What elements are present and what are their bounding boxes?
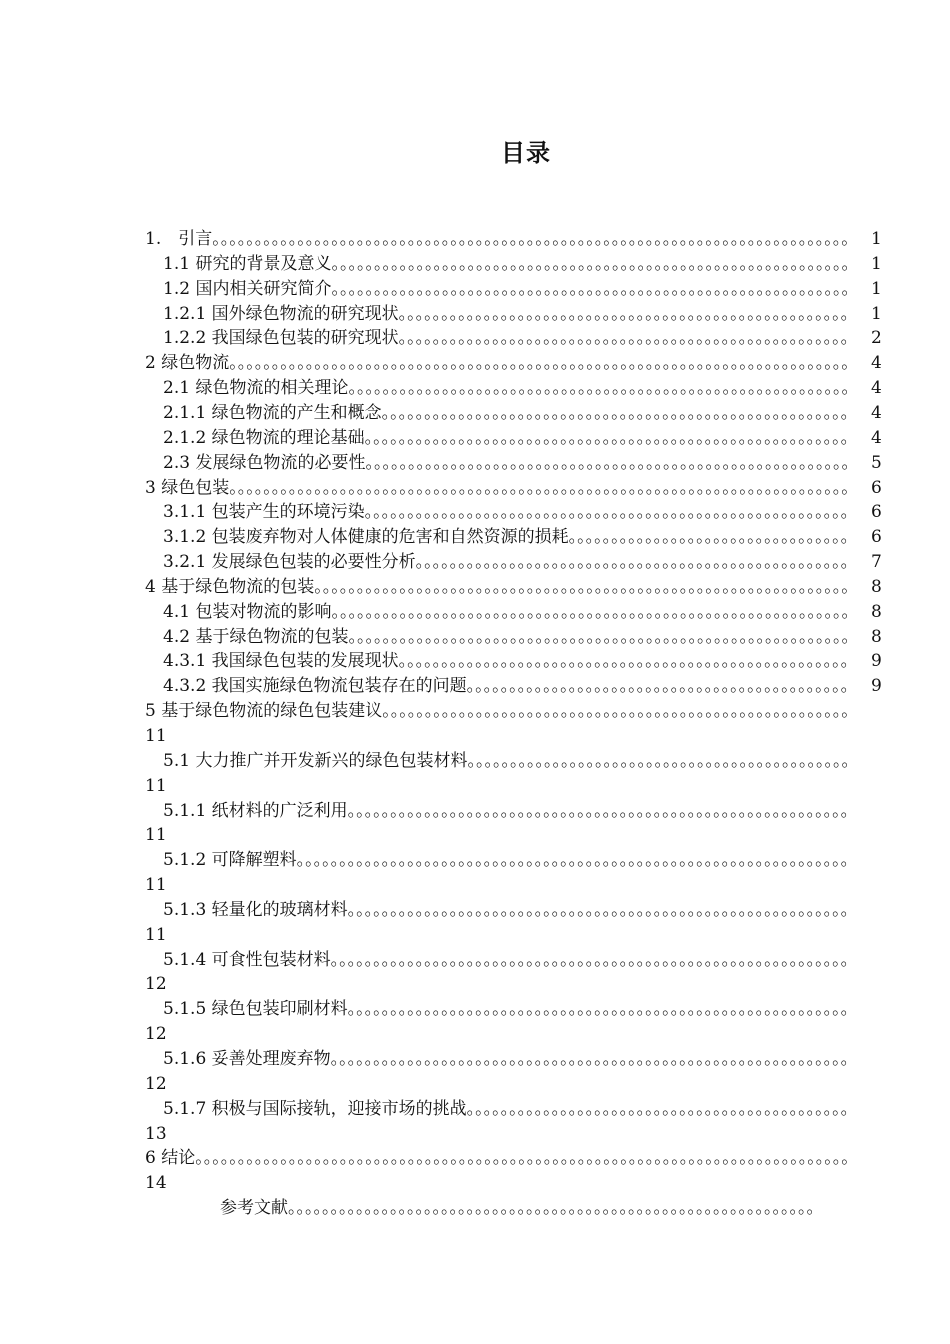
toc-page-number: 11	[145, 875, 167, 896]
toc-leader-dots: 。。。。。。。。。。。。。。。。。。。。。。。。。。。。。。。。。。。。。。。。。。。。。	[466, 1098, 858, 1119]
toc-entry-label: 1.2.2 我国绿色包装的研究现状	[163, 328, 399, 349]
toc-entry-label: 5.1.1 纸材料的广泛利用	[163, 800, 348, 821]
toc-entry[interactable]	[0, 476, 950, 501]
toc-entry-label: 5.1.6 妥善处理废弃物	[163, 1049, 331, 1070]
toc-entry[interactable]	[0, 351, 950, 376]
toc-page-number: 12	[145, 1024, 167, 1045]
toc-entry[interactable]	[0, 302, 950, 327]
toc-entry[interactable]	[0, 749, 950, 796]
toc-leader-dots: 。。。。。。。。。。。。。。。。。。。。。。。。。。。。。。。。。。。。。。。。。。。。。。。。。。。。。。。。。。。	[348, 626, 859, 647]
toc-entry[interactable]	[0, 1097, 950, 1144]
toc-leader-dots: 。。。。。。。。。。。。。。。。。。。。。。。。。。。。。。。。。。。。。。。。。。。。。。。。。。。。。	[398, 651, 858, 672]
toc-entry-label: 4.1 包装对物流的影响	[163, 601, 332, 622]
toc-leader-dots: 。。。。。。。。。。。。。。。。。。。。。。。。。。。。。。。。。。。。。。。。。。。。。。。。。。。。。。。	[381, 402, 858, 423]
toc-entry[interactable]	[0, 277, 950, 302]
toc-leader-dots: 。。。。。。。。。。。。。。。。。。。。。。。。。。。。。。。。。。。。。。。。。。。。。	[466, 676, 858, 697]
toc-entry-label: 2.1 绿色物流的相关理论	[163, 378, 349, 399]
toc-leader-dots: 。。。。。。。。。。。。。。。。。。。。。。。。。。。。。。。。。。。。。。。。。。。。。。。。。。。。。。。。。。。。。	[330, 1049, 858, 1070]
toc-leader-dots: 。。。。。。。。。。。。。。。。。。。。。。。。。。。。。。。。。。。。。。。。。。。。。。。。。。。。。。。。。。。。。	[331, 601, 859, 622]
toc-entry-label: 5.1.7 积极与国际接轨，迎接市场的挑战	[163, 1098, 467, 1119]
toc-entry-label: 1.1 研究的背景及意义	[163, 253, 332, 274]
toc-page-number: 8	[871, 626, 882, 647]
toc-leader-dots: 。。。。。。。。。。。。。。。。。。。。。。。。。。。。。。。。。。。。。。。。。。。。。。。。。。。。。。。。。。。。。。	[288, 1198, 824, 1219]
toc-entry[interactable]	[0, 1196, 950, 1221]
toc-page-number: 11	[145, 924, 167, 945]
toc-page-number: 1	[871, 253, 882, 274]
toc-page-number: 6	[871, 477, 882, 498]
toc-leader-dots: 。。。。。。。。。。。。。。。。。。。。。。。。。。。。。。。。。。。。。。。。。。。。。	[467, 750, 859, 771]
toc-leader-dots: 。。。。。。。。。。。。。。。。。。。。。。。。。。。。。。。。。。。。。。。。。。。。。。。。。。。。。。。。。。。。。。。。。	[296, 850, 858, 871]
toc-page-number: 14	[145, 1173, 167, 1194]
toc-leader-dots: 。。。。。。。。。。。。。。。。。。。。。。。。。。。。。。。。。。。。。。。。。。。。。。。。。。。。。。。。。。。。。	[331, 278, 859, 299]
toc-page-number: 11	[145, 825, 167, 846]
toc-entry[interactable]	[0, 848, 950, 896]
toc-entry[interactable]	[0, 550, 950, 575]
toc-entry[interactable]	[0, 525, 950, 550]
toc-entry-label: 3.1.2 包装废弃物对人体健康的危害和自然资源的损耗	[163, 527, 569, 548]
toc-entry[interactable]	[0, 1047, 950, 1094]
toc-page-number: 11	[145, 775, 167, 796]
page-title: 目录	[501, 138, 551, 167]
toc-entry[interactable]	[0, 625, 950, 650]
toc-entry[interactable]	[0, 451, 950, 476]
toc-page-number: 4	[871, 402, 882, 423]
toc-page-number: 11	[145, 725, 167, 746]
toc-entry[interactable]	[0, 948, 950, 995]
toc-entry[interactable]	[0, 600, 950, 625]
toc-entry[interactable]	[0, 1146, 950, 1194]
toc-leader-dots: 。。。。。。。。。。。。。。。。。。。。。。。。。。。。。。。。。。。。。。。。。。。。。。。。。。。。。。。	[382, 701, 859, 722]
toc-entry-label: 1. 引言	[145, 229, 213, 249]
toc-page-number: 8	[871, 576, 882, 597]
toc-page-number: 8	[871, 601, 882, 622]
toc-entry[interactable]	[0, 649, 950, 674]
toc-page-number: 6	[871, 502, 882, 523]
toc-page-number: 9	[871, 676, 882, 697]
toc-entry[interactable]	[0, 500, 950, 525]
toc-leader-dots: 。。。。。。。。。。。。。。。。。。。。。。。。。。。。。。。。。。。。。。。。。。。。。。。。。。。。。。。。。。。。。。。。。。。。。。。。。	[229, 477, 859, 498]
toc-leader-dots: 。。。。。。。。。。。。。。。。。。。。。。。。。。。。。。。。。。。。。。。。。。。。。。。。。。。。。。。。。。。	[348, 378, 859, 399]
toc-page-number: 4	[871, 378, 882, 399]
toc-entry-label: 参考文献	[220, 1198, 288, 1219]
toc-entry-label: 5.1.2 可降解塑料	[163, 850, 297, 871]
toc-leader-dots: 。。。。。。。。。。。。。。。。。。。。。。。。。。。。。。。。。。。。。。。。。。。。。。。。。。。。。。。。。	[365, 452, 859, 473]
toc-entry-label: 3.1.1 包装产生的环境污染	[163, 502, 365, 523]
toc-leader-dots: 。。。。。。。。。。。。。。。。。。。。。。。。。。。。。。。。。。。。。。。。。。。。。。。。。。。。。。。。。。。。。。。。。。。。。。。。。。。	[212, 229, 859, 249]
toc-page-number: 9	[871, 651, 882, 672]
toc-leader-dots: 。。。。。。。。。。。。。。。。。。。。。。。。。。。。。。。。。。。。。。。。。。。。。。。。。。。。。。。。。。。。。	[331, 253, 859, 274]
toc-page-number: 1	[871, 229, 882, 249]
toc-entry-label: 6 结论	[145, 1148, 196, 1169]
toc-entry[interactable]	[0, 376, 950, 401]
toc-entry[interactable]	[0, 898, 950, 945]
toc-leader-dots: 。。。。。。。。。。。。。。。。。。。。。。。。。。。。。。。。。。。。。。。。。。。。。。。。。。。。。。。。。。。	[347, 999, 858, 1020]
toc-leader-dots: 。。。。。。。。。。。。。。。。。。。。。。。。。。。。。。。。。	[568, 527, 858, 548]
toc-entry[interactable]	[0, 326, 950, 351]
toc-entry-label: 3.2.1 发展绿色包装的必要性分析	[163, 552, 416, 573]
toc-entry-label: 5.1.3 轻量化的玻璃材料	[163, 899, 348, 920]
toc-page-number: 12	[145, 1073, 167, 1094]
toc-page-number: 5	[871, 452, 882, 473]
toc-entry-label: 5 基于绿色物流的绿色包装建议	[145, 701, 383, 722]
toc-entry-label: 2.3 发展绿色物流的必要性	[163, 452, 366, 473]
toc-entry[interactable]	[0, 252, 950, 277]
toc-leader-dots: 。。。。。。。。。。。。。。。。。。。。。。。。。。。。。。。。。。。。。。。。。。。。。。。。。。。。。。。。。	[364, 502, 858, 523]
toc-leader-dots: 。。。。。。。。。。。。。。。。。。。。。。。。。。。。。。。。。。。。。。。。。。。。。。。。。。。。。。。。。。。	[347, 899, 858, 920]
toc-page-number: 1	[871, 303, 882, 324]
toc-entry[interactable]	[0, 426, 950, 451]
toc-leader-dots: 。。。。。。。。。。。。。。。。。。。。。。。。。。。。。。。。。。。。。。。。。。。。。。。。。。。。。。。。。。。。。。。。。。。。。。。。。。。。。	[195, 1148, 859, 1169]
toc-entry[interactable]	[0, 575, 950, 600]
toc-entry-label: 1.2 国内相关研究简介	[163, 278, 332, 299]
toc-leader-dots: 。。。。。。。。。。。。。。。。。。。。。。。。。。。。。。。。。。。。。。。。。。。。。。。。。。。。。。。。。。。。。。。。。。。。。。。。。	[229, 353, 859, 374]
toc-entry[interactable]	[0, 997, 950, 1045]
toc-entry-label: 4.3.2 我国实施绿色物流包装存在的问题	[163, 676, 467, 697]
toc-entry-label: 1.2.1 国外绿色物流的研究现状	[163, 303, 399, 324]
toc-page-number: 12	[145, 974, 167, 995]
toc-entry[interactable]	[0, 674, 950, 699]
toc-page-number: 4	[871, 427, 882, 448]
toc-page-number: 2	[871, 328, 882, 349]
toc-leader-dots: 。。。。。。。。。。。。。。。。。。。。。。。。。。。。。。。。。。。。。。。。。。。。。。。。。。。。。。。。。。。。。。。	[314, 576, 859, 597]
toc-page-number: 13	[145, 1123, 167, 1144]
toc-leader-dots: 。。。。。。。。。。。。。。。。。。。。。。。。。。。。。。。。。。。。。。。。。。。。。。。。。。。。。。。。。。。。。	[330, 949, 858, 970]
toc-entry[interactable]	[0, 401, 950, 426]
toc-leader-dots: 。。。。。。。。。。。。。。。。。。。。。。。。。。。。。。。。。。。。。。。。。。。。。。。。。。。。。。。。。。。	[347, 800, 858, 821]
toc-leader-dots: 。。。。。。。。。。。。。。。。。。。。。。。。。。。。。。。。。。。。。。。。。。。。。。。。。。。。。	[398, 328, 858, 349]
toc-entry[interactable]	[0, 799, 950, 846]
toc-page-number: 1	[871, 278, 882, 299]
toc-entry-label: 5.1.4 可食性包装材料	[163, 949, 331, 970]
toc-entry-label: 2.1.1 绿色物流的产生和概念	[163, 402, 382, 423]
toc-page-number: 6	[871, 527, 882, 548]
toc-page-number: 4	[871, 353, 882, 374]
toc-entry-label: 2 绿色物流	[145, 353, 230, 374]
toc-entry[interactable]	[0, 699, 950, 746]
toc-entry-label: 3 绿色包装	[145, 477, 230, 498]
toc-entry-label: 4.2 基于绿色物流的包装	[163, 626, 349, 647]
toc-entry-label: 4 基于绿色物流的包装	[145, 576, 315, 597]
toc-entry-label: 4.3.1 我国绿色包装的发展现状	[163, 651, 399, 672]
toc-entry[interactable]	[0, 227, 950, 252]
toc-entry-label: 5.1.5 绿色包装印刷材料	[163, 999, 348, 1020]
toc-leader-dots: 。。。。。。。。。。。。。。。。。。。。。。。。。。。。。。。。。。。。。。。。。。。。。。。。。。。	[415, 552, 858, 573]
toc-entry-label: 2.1.2 绿色物流的理论基础	[163, 427, 365, 448]
toc-leader-dots: 。。。。。。。。。。。。。。。。。。。。。。。。。。。。。。。。。。。。。。。。。。。。。。。。。。。。。。。。。	[364, 427, 858, 448]
toc-entry-label: 5.1 大力推广并开发新兴的绿色包装材料	[163, 750, 468, 771]
toc-leader-dots: 。。。。。。。。。。。。。。。。。。。。。。。。。。。。。。。。。。。。。。。。。。。。。。。。。。。。。	[398, 303, 858, 324]
toc-page-number: 7	[871, 552, 882, 573]
